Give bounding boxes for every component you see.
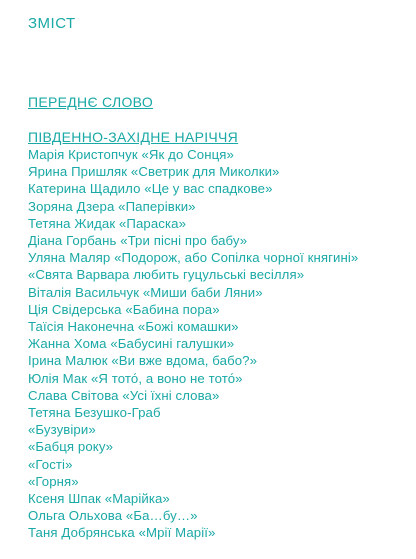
toc-item[interactable]: Ірина Малюк «Ви вже вдома, бабо?» — [28, 353, 258, 369]
toc-item[interactable]: Таня Добрянська «Мрії Марії» — [28, 525, 216, 541]
toc-item[interactable]: Ярина Пришляк «Светрик для Миколки» — [28, 164, 280, 180]
toc-item[interactable]: Марія Кристопчук «Як до Сонця» — [28, 147, 234, 162]
toc-item[interactable]: «Свята Варвара любить гуцульські весілля» — [28, 267, 305, 283]
toc-item[interactable]: Слава Світова «Усі їхні слова» — [28, 387, 220, 403]
page-title: ЗМІСТ — [28, 15, 76, 32]
toc-item[interactable]: Таїсія Наконечна «Божі комашки» — [28, 319, 239, 335]
toc-item[interactable]: Юлія Мак «Я тото́, а воно не тото́» — [28, 370, 243, 386]
spacer — [28, 34, 408, 94]
table-of-contents — [28, 14, 408, 542]
toc-item[interactable]: Ксеня Шпак «Марійка» — [28, 491, 170, 507]
toc-item[interactable]: Уляна Маляр «Подорож, або Сопілка чорної княгині» — [28, 250, 359, 266]
toc-item[interactable]: Зоряна Дзера «Паперівки» — [28, 198, 196, 214]
toc-item[interactable]: «Горня» — [28, 473, 79, 489]
toc-item[interactable]: Віталія Васильчук «Миши баби Ляни» — [28, 284, 263, 300]
toc-list — [28, 146, 408, 542]
spacer — [28, 111, 408, 129]
toc-item[interactable]: Тетяна Безушко-Граб — [28, 405, 161, 421]
toc-item[interactable]: Катерина Щадило «Це у вас спадкове» — [28, 181, 273, 197]
toc-item[interactable]: Діана Горбань «Три пісні про бабу» — [28, 233, 248, 249]
foreword-link[interactable]: ПЕРЕДНЄ СЛОВО — [28, 94, 154, 110]
toc-item[interactable]: «Гості» — [28, 456, 73, 472]
toc-item[interactable]: «Бабця року» — [28, 439, 114, 455]
toc-item[interactable]: «Бузувіри» — [28, 422, 96, 438]
toc-item[interactable]: Жанна Хома «Бабусині галушки» — [28, 336, 235, 352]
toc-item[interactable]: Ція Свідерська «Бабина пора» — [28, 301, 220, 317]
toc-item[interactable]: Тетяна Жидак «Параска» — [28, 215, 187, 231]
toc-item[interactable]: Ольга Ольхова «Ба…бу…» — [28, 508, 198, 524]
section-heading-link[interactable]: ПІВДЕННО-ЗАХІДНЕ НАРІЧЧЯ — [28, 129, 239, 145]
